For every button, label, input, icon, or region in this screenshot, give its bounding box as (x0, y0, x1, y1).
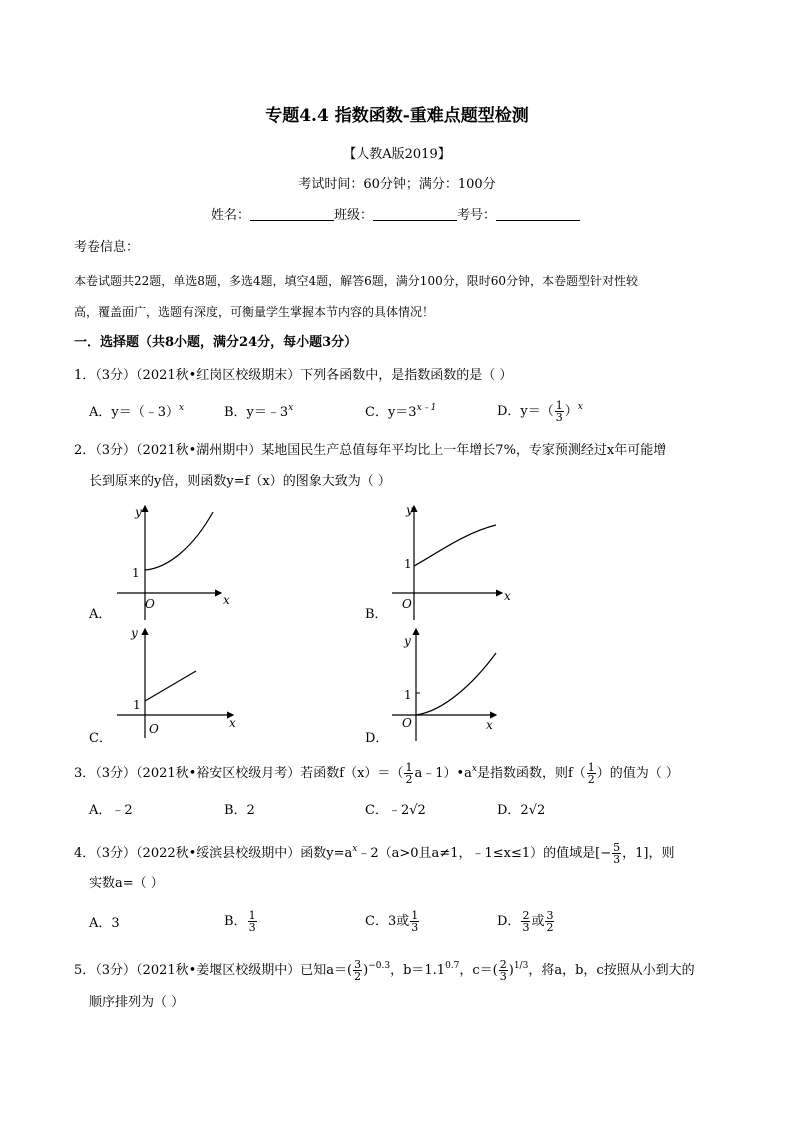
q1-option-b[interactable]: B．$y=﹣3^x$ (224, 403, 294, 420)
graph-c (89, 623, 249, 743)
q2-line-2: 长到原来的y倍，则函数y=f（x）的图象大致为（ ） (89, 474, 391, 489)
q2-line-1: 2．（3分）（2021秋•湖州期中）某地国民生产总值每年平均比上一年增长7%，专家预测经过x年可能增 (74, 443, 667, 458)
svg-text:O: O (402, 716, 412, 730)
info-line-1: 本卷试题共22题，单选8题，多选4题，填空4题，解答6题，满分100分，限时60分钟，本卷题型针对性较 (74, 274, 638, 288)
exam-time: 考试时间：60分钟；满分：100分 (298, 177, 496, 192)
graph-a (89, 498, 289, 628)
svg-text:1: 1 (404, 688, 412, 702)
svg-text:y: y (135, 505, 142, 519)
section-heading: 一．选择题（共8小题，满分24分，每小题3分） (74, 335, 358, 350)
q4-line-1: 4．（3分）（2022秋•绥滨县校级期中）函数$y=a^x﹣2(a>0$且a≠1，﹣1≤x≤1）的值域是[− $\frac{5}{3}$ ，1]，则 (74, 841, 675, 866)
svg-text:1: 1 (404, 557, 412, 571)
q4-option-b[interactable]: B． $\frac{1}{3}$ (224, 909, 256, 934)
svg-text:1: 1 (132, 566, 140, 580)
q5-line-1: 5．（3分）（2021秋•姜堰区校级期中）已知a＝( $\frac{3}{2}$ )$^{-0.3}$，$b=1.1^{0.7}$，c＝( $\frac{2}{3}$ )$^{1/3}$，将a，b，c按照从小到大的 (74, 958, 695, 983)
q3-option-b[interactable]: B．2 (224, 803, 255, 818)
svg-text:x: x (486, 718, 493, 732)
q4-option-c[interactable]: C．3或 $\frac{1}{3}$ (365, 909, 419, 934)
svg-text:x: x (229, 716, 236, 730)
svg-text:y: y (406, 503, 413, 517)
info-line-2: 高，覆盖面广，选题有深度，可衡量学生掌握本节内容的具体情况！ (74, 305, 435, 319)
name-label: 姓名： (211, 208, 251, 223)
student-info-line (211, 208, 580, 224)
q3-option-a[interactable]: A．﹣2 (89, 803, 133, 818)
q4-option-a[interactable]: A．3 (89, 916, 120, 931)
svg-text:1: 1 (133, 698, 141, 712)
info-heading: 考卷信息： (74, 240, 140, 255)
q3-option-c[interactable]: C．﹣2√2 (365, 803, 426, 818)
q2-option-c[interactable]: C． (89, 731, 112, 746)
edition-label: 【人教A版2019】 (343, 147, 451, 162)
q1-option-d[interactable]: D．y＝（ $\frac{1}{3}$ ）$^x$ (497, 399, 583, 424)
number-label: 考号： (457, 208, 497, 223)
q3-stem: 3．（3分）（2021秋•裕安区校级月考）若函数f（x）＝（ $\frac{1}{2}$ $a﹣1)•a^x$是指数函数，则f（ $\frac{1}{2}$ ）的值为（ ） (74, 761, 679, 786)
q4-option-d[interactable]: D． $\frac{2}{3}$ 或 $\frac{3}{2}$ (497, 909, 554, 934)
q3-option-d[interactable]: D．2√2 (497, 803, 546, 818)
graph-b (364, 498, 524, 628)
svg-text:O: O (149, 722, 159, 736)
svg-text:x: x (223, 593, 230, 607)
q1-option-a[interactable]: A．y＝（﹣3）$^x$ (89, 403, 185, 420)
q5-line-2: 顺序排列为（ ） (89, 995, 185, 1010)
graph-d (364, 623, 524, 743)
q1-option-c[interactable]: C．$y=3^{x﹣1}$ (365, 403, 437, 420)
q2-option-d[interactable]: D． (365, 731, 389, 746)
svg-text:y: y (404, 634, 411, 648)
q2-option-b[interactable]: B． (365, 607, 388, 622)
class-field[interactable] (373, 208, 457, 221)
q2-option-a[interactable]: A． (89, 607, 112, 622)
class-label: 班级： (334, 208, 374, 223)
number-field[interactable] (496, 208, 580, 221)
svg-text:y: y (131, 626, 138, 640)
q4-line-2: 实数a=（ ） (89, 876, 164, 891)
svg-text:O: O (145, 597, 155, 611)
svg-text:O: O (402, 597, 412, 611)
name-field[interactable] (250, 208, 334, 221)
q1-stem: 1．（3分）（2021秋•红岗区校级期末）下列各函数中，是指数函数的是（ ） (74, 368, 513, 383)
page-title: 专题4.4 指数函数-重难点题型检测 (265, 106, 529, 126)
svg-text:x: x (504, 589, 511, 603)
